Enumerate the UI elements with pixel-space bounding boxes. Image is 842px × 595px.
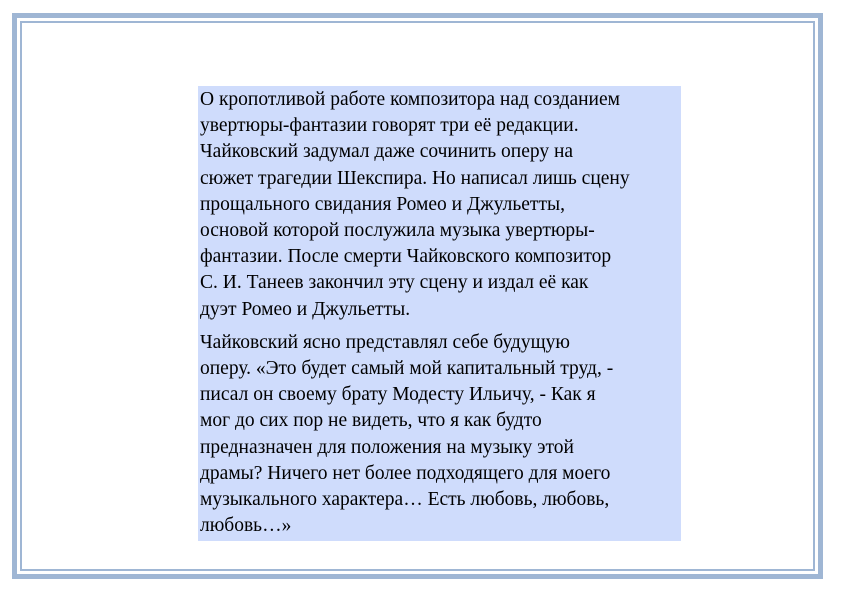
paragraph-1 <box>200 87 679 323</box>
text-line: мог до сих пор не видеть, что я как будто <box>200 410 542 432</box>
text-line: Чайковский ясно представлял себе будущую <box>200 331 570 353</box>
paragraph-2 <box>200 330 679 540</box>
text-line: прощального свидания Ромео и Джульетты, <box>200 193 565 215</box>
text-line: предназначен для положения на музыку этой <box>200 436 574 458</box>
text-line: сюжет трагедии Шекспира. Но написал лишь сцену <box>200 167 630 189</box>
text-line: О кропотливой работе композитора над созданием <box>200 89 620 110</box>
text-line: музыкального характера… Есть любовь, любовь, <box>200 489 610 511</box>
text-line: С. И. Танеев закончил эту сцену и издал её как <box>200 272 589 294</box>
text-line: увертюры-фантазии говорят три её редакции. <box>200 115 579 137</box>
text-line: оперу. «Это будет самый мой капитальный труд, - <box>200 358 614 380</box>
text-line: основой которой послужила музыка увертюры- <box>200 220 595 242</box>
text-line: любовь…» <box>200 515 292 537</box>
text-line: драмы? Ничего нет более подходящего для моего <box>200 462 611 484</box>
text-line: Чайковский задумал даже сочинить оперу на <box>200 141 574 163</box>
text-line: дуэт Ромео и Джульетты. <box>200 298 411 320</box>
text-line: фантазии. После смерти Чайковского композитор <box>200 246 612 268</box>
text-line: писал он своему брату Модесту Ильичу, - Как я <box>200 384 596 406</box>
text-box <box>198 86 681 541</box>
